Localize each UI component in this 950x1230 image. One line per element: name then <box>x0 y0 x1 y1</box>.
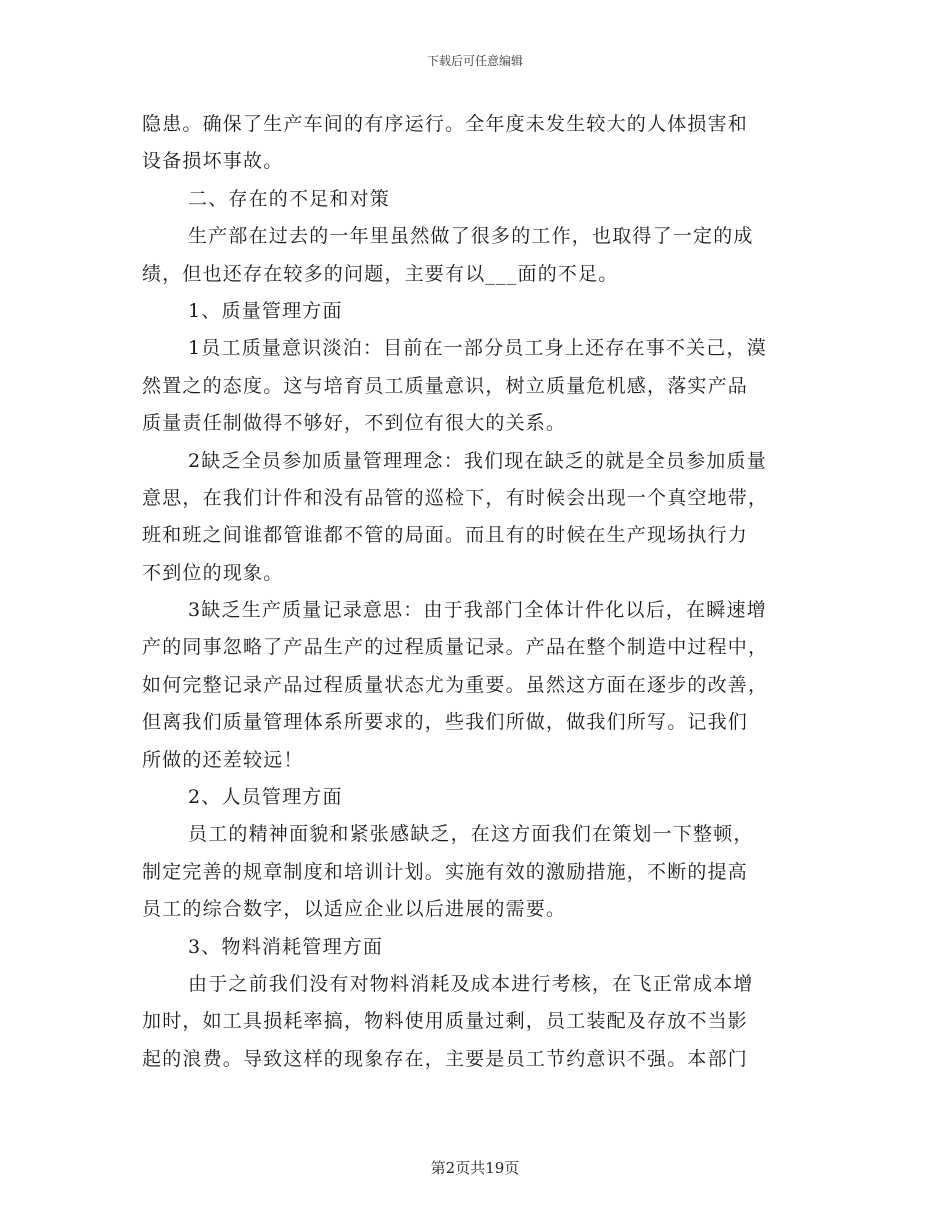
text-line: 然置之的态度。这与培育员工质量意识，树立质量危机感，落实产品 <box>142 374 749 397</box>
text-line: 设备损坏事故。 <box>142 150 284 173</box>
text-line: 意思，在我们计件和没有品管的巡检下，有时候会出现一个真空地带， <box>142 486 769 509</box>
text-line: 班和班之间谁都管谁都不管的局面。而且有的时候在生产现场执行力 <box>142 524 749 547</box>
text-line: 所做的还差较远！ <box>142 748 304 771</box>
text-line: 隐患。确保了生产车间的有序运行。全年度未发生较大的人体损害和 <box>142 113 749 135</box>
subsection-heading: 3、物料消耗管理方面 <box>188 935 384 958</box>
subsection-heading: 1、质量管理方面 <box>188 299 343 322</box>
text-line: 但离我们质量管理体系所要求的，些我们所做，做我们所写。记我们 <box>142 711 749 734</box>
text-line: 由于之前我们没有对物料消耗及成本进行考核，在飞正常成本增 <box>188 972 754 995</box>
text-line: 不到位的现象。 <box>142 561 284 584</box>
text-line: 员工的精神面貌和紧张感缺乏，在这方面我们在策划一下整顿， <box>188 823 754 846</box>
section-heading: 二、存在的不足和对策 <box>188 187 391 210</box>
text-line: 2缺乏全员参加质量管理理念：我们现在缺乏的就是全员参加质量 <box>188 449 767 472</box>
text-line: 质量责任制做得不够好，不到位有很大的关系。 <box>142 412 567 435</box>
text-line: 产的同事忽略了产品生产的过程质量记录。产品在整个制造中过程中， <box>142 636 769 659</box>
text-line: 起的浪费。导致这样的现象存在，主要是员工节约意识不强。本部门 <box>142 1047 749 1070</box>
text-line: 如何完整记录产品过程质量状态尤为重要。虽然这方面在逐步的改善， <box>142 673 769 696</box>
text-line: 3缺乏生产质量记录意思：由于我部门全体计件化以后，在瞬速增 <box>188 599 767 622</box>
subsection-heading: 2、人员管理方面 <box>188 786 343 809</box>
text-line: 制定完善的规章制度和培训计划。实施有效的激励措施，不断的提高 <box>142 860 749 883</box>
page-header: 下载后可任意编辑 <box>426 54 523 68</box>
page-number-footer: 第2页共19页 <box>430 1159 520 1177</box>
document-body <box>142 106 810 1078</box>
text-line: 加时，如工具损耗率搞，物料使用质量过剩，员工装配及存放不当影 <box>142 1010 749 1033</box>
text-line: 生产部在过去的一年里虽然做了很多的工作，也取得了一定的成 <box>188 225 754 248</box>
text-line: 1员工质量意识淡泊：目前在一部分员工身上还存在事不关己，漠 <box>188 337 767 360</box>
text-line: 员工的综合数字，以适应企业以后进展的需要。 <box>142 898 567 921</box>
text-line: 绩，但也还存在较多的问题，主要有以___面的不足。 <box>142 262 619 285</box>
